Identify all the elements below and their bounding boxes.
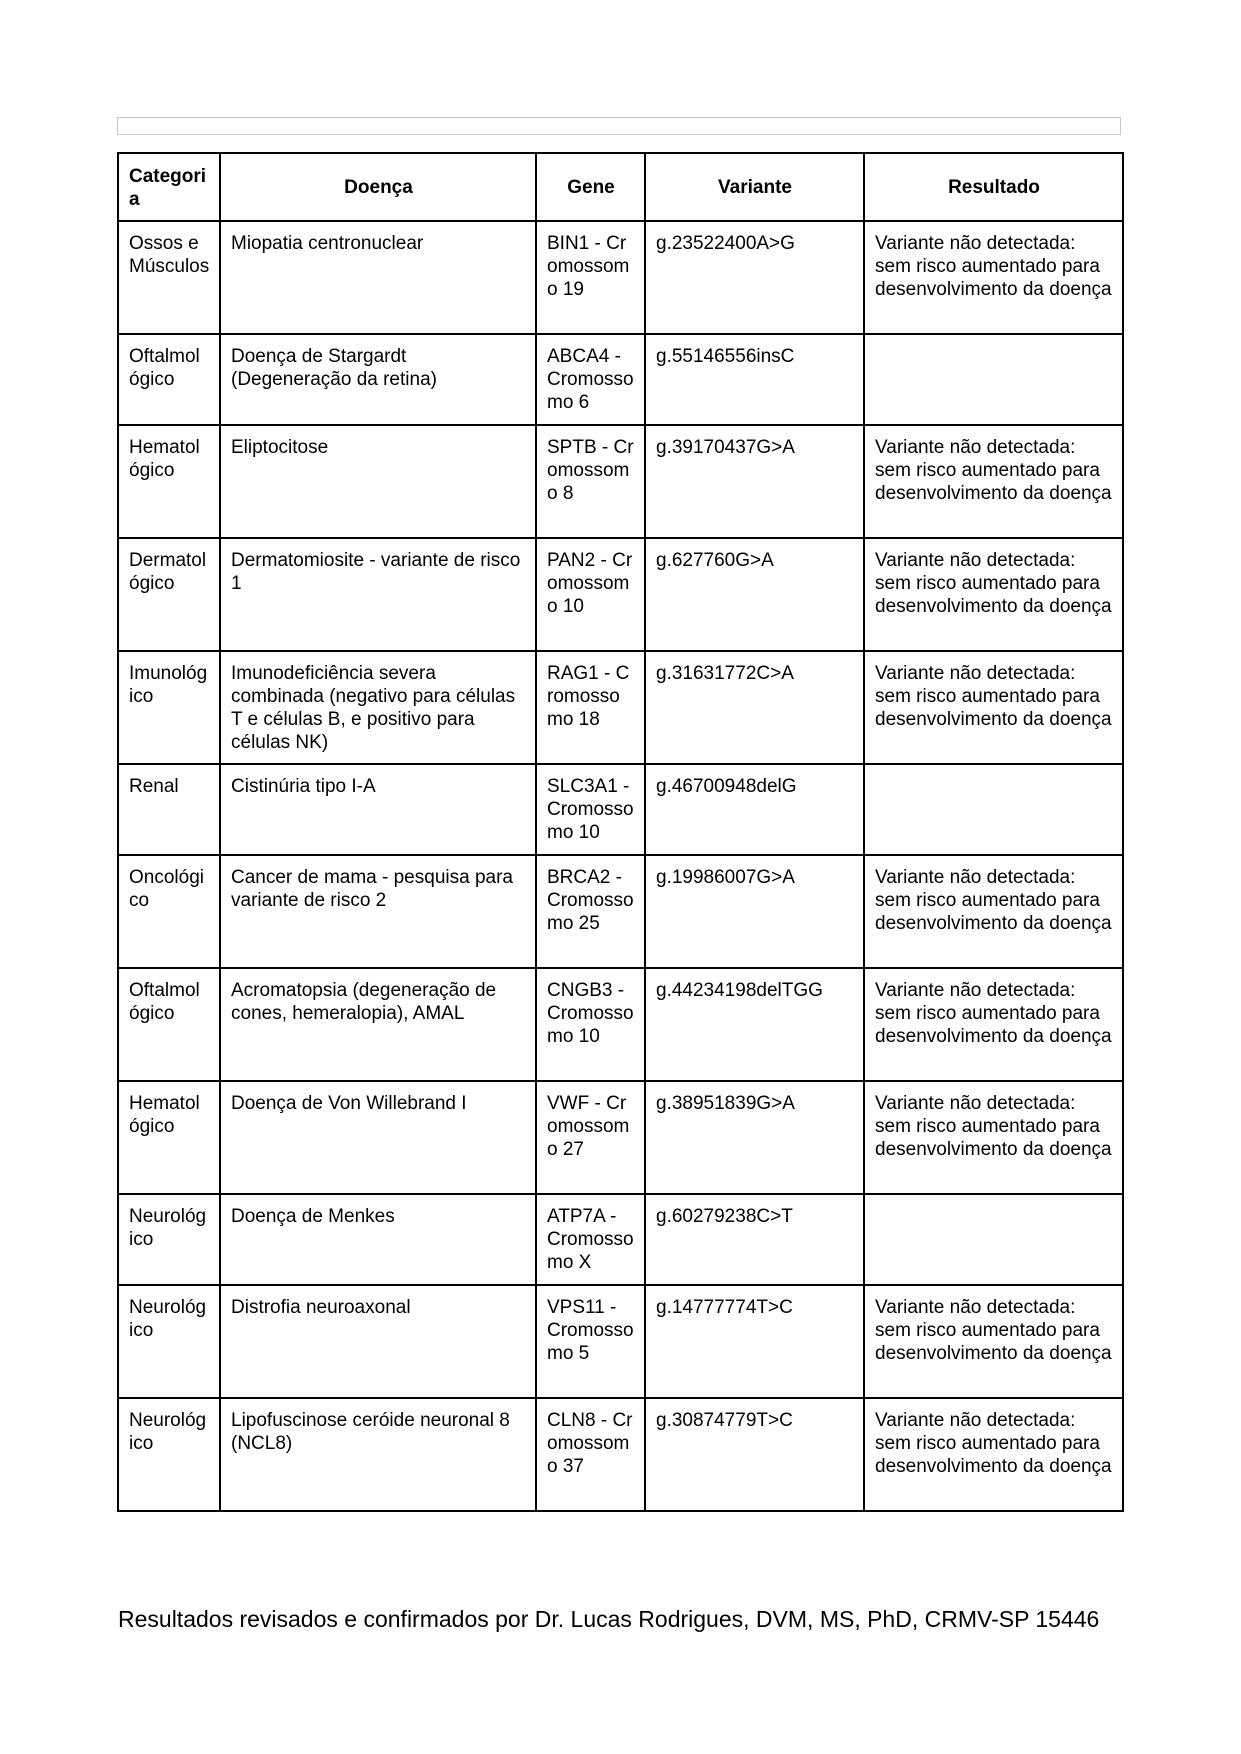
cell-gene: BRCA2 - Cromossomo 25 <box>536 855 645 968</box>
cell-doenca: Doença de Von Willebrand I <box>220 1081 536 1194</box>
cell-doenca: Cistinúria tipo I-A <box>220 764 536 855</box>
table-row <box>118 221 1123 334</box>
cell-categoria: Oftalmológico <box>118 968 220 1081</box>
header-gene: Gene <box>536 153 645 221</box>
cell-variante: g.60279238C>T <box>645 1194 864 1285</box>
cell-variante: g.627760G>A <box>645 538 864 651</box>
header-doenca: Doença <box>220 153 536 221</box>
table-row <box>118 334 1123 425</box>
table-row <box>118 1081 1123 1194</box>
cell-categoria: Oftalmológico <box>118 334 220 425</box>
table-row <box>118 855 1123 968</box>
table-row <box>118 1285 1123 1398</box>
cell-resultado: Variante não detectada: sem risco aumentado para desenvolvimento da doença <box>864 651 1123 764</box>
header-resultado: Resultado <box>864 153 1123 221</box>
cell-categoria: Neurológico <box>118 1194 220 1285</box>
cell-gene: BIN1 - Cromossomo 19 <box>536 221 645 334</box>
cell-doenca: Doença de Menkes <box>220 1194 536 1285</box>
cell-gene: CNGB3 - Cromossomo 10 <box>536 968 645 1081</box>
cell-gene: ATP7A - Cromossomo X <box>536 1194 645 1285</box>
cell-categoria: Dermatológico <box>118 538 220 651</box>
table-row <box>118 425 1123 538</box>
cell-variante: g.19986007G>A <box>645 855 864 968</box>
cell-categoria: Hematológico <box>118 1081 220 1194</box>
table-row <box>118 1398 1123 1511</box>
cell-gene: VWF - Cromossomo 27 <box>536 1081 645 1194</box>
cell-resultado: Variante não detectada: sem risco aumentado para desenvolvimento da doença <box>864 1081 1123 1194</box>
cell-gene: SPTB - Cromossomo 8 <box>536 425 645 538</box>
cell-resultado: Variante não detectada: sem risco aumentado para desenvolvimento da doença <box>864 855 1123 968</box>
cell-categoria: Hematológico <box>118 425 220 538</box>
cell-resultado: Variante não detectada: sem risco aumentado para desenvolvimento da doença <box>864 968 1123 1081</box>
cell-doenca: Imunodeficiência severa combinada (negativo para células T e células B, e positivo para células NK) <box>220 651 536 764</box>
cell-categoria: Renal <box>118 764 220 855</box>
cell-categoria: Oncológico <box>118 855 220 968</box>
header-categoria: Categoria <box>118 153 220 221</box>
cell-variante: g.14777774T>C <box>645 1285 864 1398</box>
cell-resultado: Variante não detectada: sem risco aumentado para desenvolvimento da doença <box>864 425 1123 538</box>
cell-categoria: Imunológico <box>118 651 220 764</box>
cell-categoria: Neurológico <box>118 1398 220 1511</box>
cell-resultado: Variante não detectada: sem risco aumentado para desenvolvimento da doença <box>864 1285 1123 1398</box>
cell-gene: VPS11 - Cromossomo 5 <box>536 1285 645 1398</box>
table-row <box>118 538 1123 651</box>
table-row <box>118 651 1123 764</box>
footer-signature: Resultados revisados e confirmados por Dr. Lucas Rodrigues, DVM, MS, PhD, CRMV-SP 15446 <box>118 1606 1100 1632</box>
cell-resultado: Variante não detectada: sem risco aumentado para desenvolvimento da doença <box>864 1398 1123 1511</box>
cell-categoria: Neurológico <box>118 1285 220 1398</box>
cell-doenca: Miopatia centronuclear <box>220 221 536 334</box>
cell-gene: SLC3A1 - Cromossomo 10 <box>536 764 645 855</box>
cell-variante: g.38951839G>A <box>645 1081 864 1194</box>
cell-categoria: Ossos e Músculos <box>118 221 220 334</box>
cell-resultado <box>864 764 1123 855</box>
cell-variante: g.44234198delTGG <box>645 968 864 1081</box>
cell-doenca: Doença de Stargardt (Degeneração da retina) <box>220 334 536 425</box>
cell-variante: g.55146556insC <box>645 334 864 425</box>
cell-variante: g.30874779T>C <box>645 1398 864 1511</box>
header-box <box>117 117 1121 135</box>
table-row <box>118 968 1123 1081</box>
table-row <box>118 1194 1123 1285</box>
cell-variante: g.23522400A>G <box>645 221 864 334</box>
results-table <box>117 152 1124 1512</box>
cell-gene: RAG1 - Cromossomo 18 <box>536 651 645 764</box>
cell-variante: g.39170437G>A <box>645 425 864 538</box>
cell-doenca: Cancer de mama - pesquisa para variante de risco 2 <box>220 855 536 968</box>
cell-resultado: Variante não detectada: sem risco aumentado para desenvolvimento da doença <box>864 221 1123 334</box>
table-header-row <box>118 153 1123 221</box>
cell-doenca: Lipofuscinose ceróide neuronal 8 (NCL8) <box>220 1398 536 1511</box>
cell-doenca: Distrofia neuroaxonal <box>220 1285 536 1398</box>
cell-doenca: Dermatomiosite - variante de risco 1 <box>220 538 536 651</box>
cell-doenca: Acromatopsia (degeneração de cones, hemeralopia), AMAL <box>220 968 536 1081</box>
cell-variante: g.31631772C>A <box>645 651 864 764</box>
cell-resultado <box>864 1194 1123 1285</box>
header-variante: Variante <box>645 153 864 221</box>
table-row <box>118 764 1123 855</box>
cell-gene: PAN2 - Cromossomo 10 <box>536 538 645 651</box>
cell-gene: CLN8 - Cromossomo 37 <box>536 1398 645 1511</box>
cell-doenca: Eliptocitose <box>220 425 536 538</box>
cell-resultado <box>864 334 1123 425</box>
cell-resultado: Variante não detectada: sem risco aumentado para desenvolvimento da doença <box>864 538 1123 651</box>
cell-variante: g.46700948delG <box>645 764 864 855</box>
cell-gene: ABCA4 - Cromossomo 6 <box>536 334 645 425</box>
